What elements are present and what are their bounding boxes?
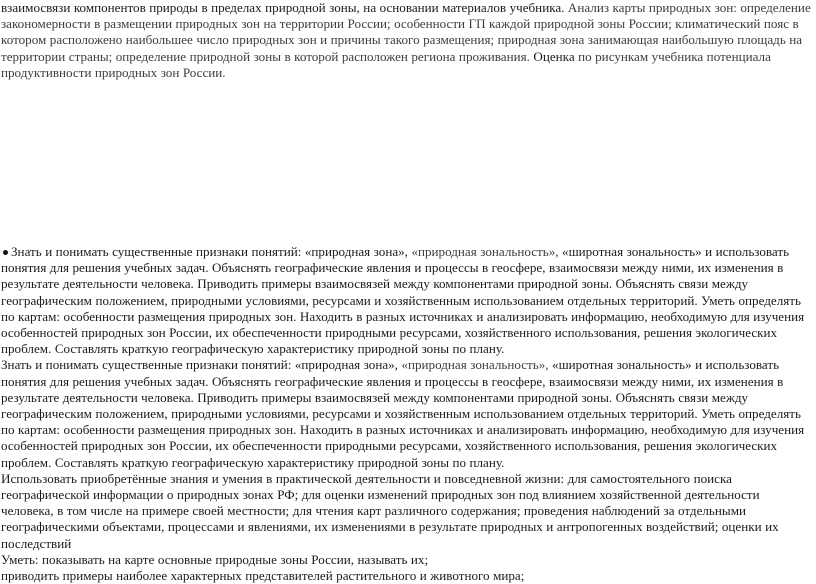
apply-paragraph: Использовать приобретённые знания и умения в практической деятельности и повседневной жизни: для самостоятельного поиска географической информации о природных зонах РФ; для оценки изменений природных зон под влиянием хозяйственной деятельности человека, в том числе на примере своей местности; для чтения карт различного содержания; проведения наблюдений за отдельными географическими объектами, процессами и явлениями, их изменениями в результате природных и антропогенных воздействий; оценки их последствий <box>1 470 779 551</box>
top-paragraph-part4: по рисункам учебника потенциала продуктивности природных зон России. <box>1 48 771 80</box>
skills-line-1: Уметь: показывать на карте основные природные зоны России, называть их; <box>1 551 429 567</box>
top-paragraph-part3: Оценка <box>533 48 579 64</box>
bullet-paragraph-term: «природная зональность», <box>411 244 563 259</box>
requirements-block <box>0 244 813 584</box>
repeat-paragraph-lead: Знать и понимать существенные признаки понятий: «природная зона», <box>1 357 402 373</box>
bullet-paragraph <box>0 244 813 357</box>
top-paragraph-part2: Анализ карты природных зон: определение закономерности в размещении природных зон на территории России; особенности ГП каждой природной зоны России; климатический пояс в котором расположено наибольшее число природных зон и причины такого размещения; природная зона занимающая наибольшую площадь на территории страны; определение природной зоны в которой расположен региона проживания. <box>1 0 811 64</box>
repeat-paragraph-rest: «широтная зональность» и использовать понятия для решения учебных задач. Объяснять географические явления и процессы в геосфере, взаимосвязи между ними, их изменения в результате деятельности человека. Приводить примеры взаимосвязей между компонентами природной зоны. Объяснять связи между географическим положением, природными условиями, ресурсами и хозяйственным использованием отдельных территорий. Уметь определять по картам: особенности размещения природных зон. Находить в разных источниках и анализировать информацию, необходимую для изучения особенностей природных зон России, их обеспеченности природными ресурсами, хозяйственного использования, решения экологических проблем. Составлять краткую географическую характеристику природной зоны по плану. <box>1 357 805 470</box>
bullet-dot-icon <box>3 250 8 255</box>
skills-line-2: приводить примеры наиболее характерных представителей растительного и животного мира; <box>1 568 525 584</box>
top-paragraph <box>0 0 816 81</box>
bullet-paragraph-lead: Знать и понимать существенные признаки понятий: «природная зона», <box>11 244 412 259</box>
repeat-paragraph-term: «природная зональность», <box>401 357 553 373</box>
bullet-paragraph-rest: «широтная зональность» и использовать понятия для решения учебных задач. Объяснять географические явления и процессы в геосфере, взаимосвязи между ними, их изменения в результате деятельности человека. Приводить примеры взаимосвязей между компонентами природной зоны. Объяснять связи между географическим положением, природными условиями, ресурсами и хозяйственным использованием отдельных территорий. Уметь определять по картам: особенности размещения природных зон. Находить в разных источниках и анализировать информацию, необходимую для изучения особенностей природных зон России, их обеспеченности природными ресурсами, хозяйственного использования, решения экологических проблем. Составлять краткую географическую характеристику природной зоны по плану. <box>1 244 805 357</box>
top-paragraph-part1: взаимосвязи компонентов природы в пределах природной зоны, на основании материалов учебника. <box>1 0 568 15</box>
repeat-paragraph <box>0 357 813 470</box>
